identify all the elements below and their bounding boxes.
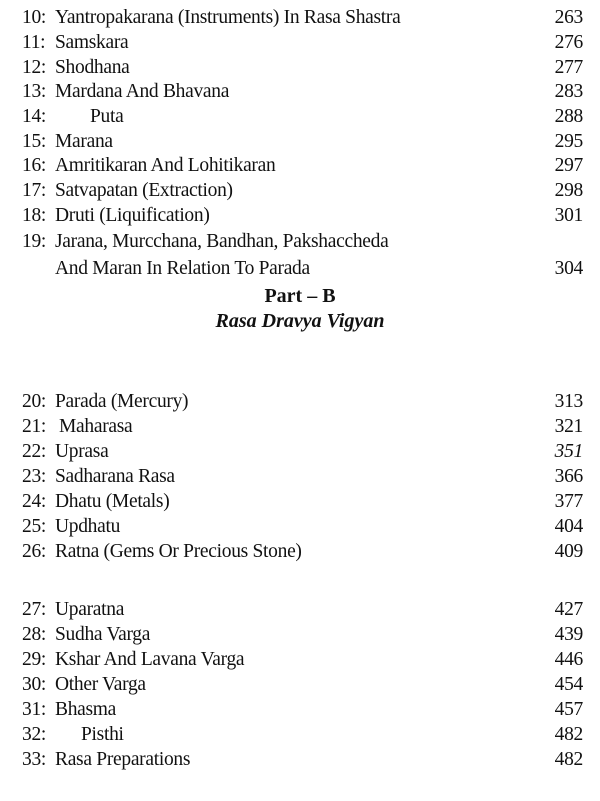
chapter-number: 18: bbox=[22, 205, 47, 226]
chapter-number: 13: bbox=[22, 81, 47, 102]
chapter-title-line2: And Maran In Relation To Parada bbox=[55, 258, 310, 279]
toc-entry bbox=[0, 440, 600, 464]
chapter-title: Kshar And Lavana Varga bbox=[55, 649, 245, 670]
toc-entry bbox=[0, 598, 600, 622]
toc-entry bbox=[0, 154, 600, 178]
toc-entry bbox=[0, 390, 600, 414]
toc-entry bbox=[0, 748, 600, 772]
chapter-title: Pisthi bbox=[81, 724, 124, 745]
chapter-title: Marana bbox=[55, 131, 113, 152]
page-number: 295 bbox=[554, 131, 583, 152]
chapter-title: Satvapatan (Extraction) bbox=[55, 180, 233, 201]
chapter-number: 21: bbox=[22, 416, 47, 437]
chapter-number: 27: bbox=[22, 599, 47, 620]
chapter-title: Other Varga bbox=[55, 674, 146, 695]
toc-entry bbox=[0, 648, 600, 672]
chapter-number: 12: bbox=[22, 57, 47, 78]
chapter-number: 22: bbox=[22, 441, 47, 462]
part-heading: Part – B bbox=[264, 285, 336, 307]
chapter-title: Rasa Preparations bbox=[55, 749, 191, 770]
chapter-number: 11: bbox=[22, 32, 46, 53]
chapter-title: Sadharana Rasa bbox=[55, 466, 175, 487]
toc-entry bbox=[0, 623, 600, 647]
chapter-title: Uparatna bbox=[55, 599, 125, 620]
page-number: 304 bbox=[554, 258, 583, 279]
page-number: 313 bbox=[554, 391, 583, 412]
page-number: 283 bbox=[554, 81, 583, 102]
toc-entry bbox=[0, 723, 600, 747]
page-number: 446 bbox=[554, 649, 583, 670]
toc-entry bbox=[0, 698, 600, 722]
chapter-number: 10: bbox=[22, 7, 47, 28]
chapter-number: 30: bbox=[22, 674, 47, 695]
toc-entry bbox=[0, 515, 600, 539]
toc-entry bbox=[0, 673, 600, 697]
chapter-number: 16: bbox=[22, 155, 47, 176]
chapter-number: 32: bbox=[22, 724, 47, 745]
page-number: 404 bbox=[554, 516, 583, 537]
toc-entry bbox=[0, 204, 600, 228]
chapter-title: Uprasa bbox=[55, 441, 109, 462]
chapter-number: 14: bbox=[22, 106, 47, 127]
chapter-number: 26: bbox=[22, 541, 47, 562]
chapter-number: 29: bbox=[22, 649, 47, 670]
toc-entry bbox=[0, 130, 600, 154]
chapter-number: 17: bbox=[22, 180, 47, 201]
toc-entry bbox=[0, 31, 600, 55]
chapter-title: Druti (Liquification) bbox=[55, 205, 210, 226]
page-number: 439 bbox=[554, 624, 583, 645]
chapter-number: 23: bbox=[22, 466, 47, 487]
chapter-number: 24: bbox=[22, 491, 47, 512]
page-number: 427 bbox=[554, 599, 583, 620]
page-number: 277 bbox=[554, 57, 583, 78]
page-number: 288 bbox=[554, 106, 583, 127]
page-number: 351 bbox=[554, 441, 583, 462]
chapter-number: 25: bbox=[22, 516, 47, 537]
chapter-title: Dhatu (Metals) bbox=[55, 491, 170, 512]
chapter-number: 15: bbox=[22, 131, 47, 152]
toc-entry bbox=[0, 6, 600, 30]
page-number: 377 bbox=[554, 491, 583, 512]
toc-entry bbox=[0, 415, 600, 439]
toc-entry bbox=[0, 105, 600, 129]
toc-entry bbox=[0, 490, 600, 514]
chapter-number: 31: bbox=[22, 699, 47, 720]
chapter-title: Yantropakarana (Instruments) In Rasa Shastra bbox=[55, 7, 401, 28]
chapter-title: Updhatu bbox=[55, 516, 121, 537]
page-number: 263 bbox=[554, 7, 583, 28]
chapter-title: Maharasa bbox=[59, 416, 133, 437]
part-subtitle: Rasa Dravya Vigyan bbox=[215, 310, 385, 332]
page-number: 321 bbox=[554, 416, 583, 437]
toc-entry-continuation bbox=[0, 257, 600, 281]
page-number: 482 bbox=[554, 749, 583, 770]
toc-entry bbox=[0, 80, 600, 104]
chapter-title: Mardana And Bhavana bbox=[55, 81, 230, 102]
chapter-title: Jarana, Murcchana, Bandhan, Pakshaccheda bbox=[55, 231, 389, 252]
page-number: 457 bbox=[554, 699, 583, 720]
toc-entry bbox=[0, 230, 600, 254]
toc-entry bbox=[0, 56, 600, 80]
page-number: 482 bbox=[554, 724, 583, 745]
chapter-title: Shodhana bbox=[55, 57, 130, 78]
toc-entry bbox=[0, 179, 600, 203]
toc-entry bbox=[0, 540, 600, 564]
chapter-title: Puta bbox=[90, 106, 124, 127]
page-number: 454 bbox=[554, 674, 583, 695]
chapter-title: Bhasma bbox=[55, 699, 117, 720]
chapter-number: 20: bbox=[22, 391, 47, 412]
page-number: 298 bbox=[554, 180, 583, 201]
chapter-title: Samskara bbox=[55, 32, 129, 53]
chapter-title: Parada (Mercury) bbox=[55, 391, 189, 412]
chapter-title: Amritikaran And Lohitikaran bbox=[55, 155, 276, 176]
chapter-number: 33: bbox=[22, 749, 47, 770]
page-number: 276 bbox=[554, 32, 583, 53]
toc-entry bbox=[0, 465, 600, 489]
page-number: 366 bbox=[554, 466, 583, 487]
chapter-title: Sudha Varga bbox=[55, 624, 151, 645]
chapter-number: 19: bbox=[22, 231, 47, 252]
chapter-title: Ratna (Gems Or Precious Stone) bbox=[55, 541, 302, 562]
page-number: 409 bbox=[554, 541, 583, 562]
chapter-number: 28: bbox=[22, 624, 47, 645]
page-number: 301 bbox=[554, 205, 583, 226]
page-number: 297 bbox=[554, 155, 583, 176]
